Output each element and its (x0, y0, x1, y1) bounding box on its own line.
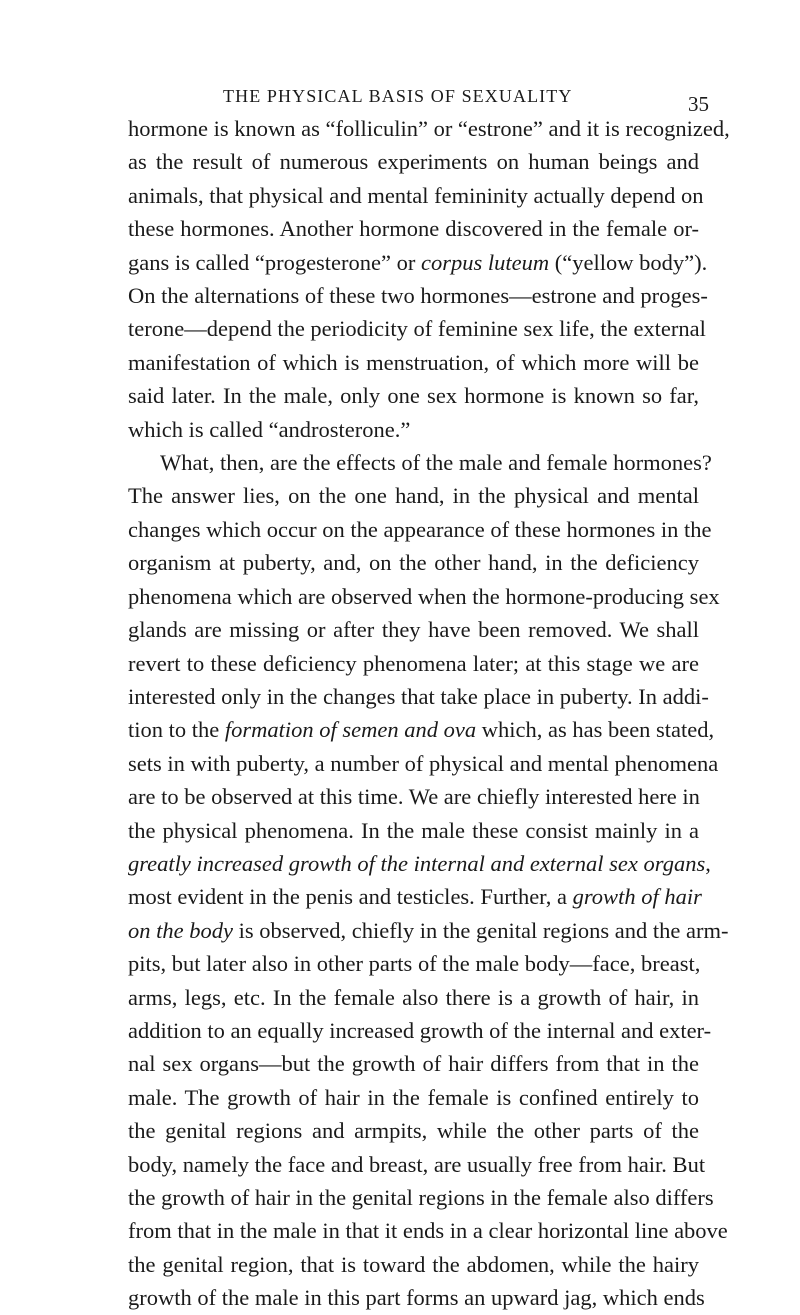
text-run: glands are missing or after they have been removed. We shall (128, 617, 699, 643)
text-run: the growth of hair in the genital regions in the female also differs (128, 1185, 714, 1210)
text-line (128, 647, 699, 680)
text-run: the physical phenomena. In the male these consist mainly in a (128, 817, 699, 843)
text-line (128, 580, 720, 613)
text-run: phenomena which are observed when the hormone-producing sex (128, 583, 720, 609)
text-line (128, 1081, 699, 1114)
text-line (128, 1014, 712, 1047)
page-number: 35 (688, 92, 709, 116)
text-line (128, 947, 699, 980)
body-text (128, 112, 730, 1315)
text-run: most evident in the penis and testicles. Further, a (128, 884, 573, 910)
text-line (128, 880, 702, 913)
text-run: body, namely the face and breast, are usually free from hair. But (128, 1151, 706, 1177)
text-line (128, 1248, 699, 1281)
text-line (128, 279, 708, 312)
text-line (128, 413, 699, 446)
text-run: The answer lies, on the one hand, in the physical and mental (128, 483, 699, 509)
text-line (128, 145, 699, 178)
text-line (128, 780, 699, 813)
running-title: THE PHYSICAL BASIS OF SEXUALITY (223, 86, 573, 106)
text-line (128, 981, 699, 1014)
text-line (128, 513, 712, 546)
text-run: growth of the male in this part forms an upward jag, which ends (128, 1285, 705, 1311)
text-run: arms, legs, etc. In the female also there is a growth of hair, in (128, 984, 699, 1010)
text-run: hormone is known as “folliculin” or “estrone” and it is recognized, (128, 116, 730, 141)
text-line (128, 546, 699, 579)
text-line (128, 1047, 699, 1080)
text-line (128, 747, 719, 780)
paragraph (128, 446, 729, 1315)
text-run: tion to the (128, 717, 225, 743)
text-run: which is called “androsterone.” (128, 416, 411, 442)
text-line (128, 379, 699, 412)
text-line (128, 847, 711, 880)
text-run: these hormones. Another hormone discovered in the female or- (128, 216, 699, 242)
text-run: manifestation of which is menstruation, of which more will be (128, 349, 699, 375)
paragraph (128, 112, 730, 446)
text-run: the genital region, that is toward the abdomen, while the hairy (128, 1251, 699, 1277)
text-run: addition to an equally increased growth of the internal and exter- (128, 1017, 712, 1043)
text-run: pits, but later also in other parts of the male body—face, breast, (128, 951, 701, 977)
italic-text: growth of hair (572, 884, 702, 910)
text-run: terone—depend the periodicity of feminine sex life, the external (128, 316, 706, 342)
text-line (128, 713, 715, 746)
text-run: gans is called “progesterone” or (128, 249, 422, 275)
text-run: On the alternations of these two hormones—estrone and proges- (128, 283, 708, 309)
text-run: , (705, 850, 711, 876)
text-run: which, as has been stated, (476, 717, 715, 743)
text-run: animals, that physical and mental femininity actually depend on (128, 182, 704, 208)
text-run: as the result of numerous experiments on human beings and (128, 149, 699, 175)
text-line (128, 1114, 699, 1147)
text-run: organism at puberty, and, on the other hand, in the deficiency (128, 550, 699, 576)
text-line (128, 1214, 728, 1247)
italic-text: corpus luteum (421, 249, 550, 275)
text-line (128, 312, 706, 345)
text-run: is observed, chiefly in the genital regions and the arm- (232, 917, 729, 943)
text-line (128, 179, 704, 212)
text-run: nal sex organs—but the growth of hair differs from that in the (128, 1051, 699, 1077)
italic-text: greatly increased growth of the internal and external sex organs (128, 850, 706, 876)
text-line (128, 1148, 706, 1181)
text-line (128, 613, 699, 646)
text-line (128, 1281, 705, 1314)
text-line (128, 914, 729, 947)
text-run: revert to these deficiency phenomena later; at this stage we are (128, 650, 699, 676)
text-run: (“yellow body”). (549, 249, 708, 275)
text-run: from that in the male in that it ends in a clear horizontal line above (128, 1218, 728, 1244)
text-run: said later. In the male, only one sex hormone is known so far, (128, 383, 699, 409)
text-line (128, 212, 699, 245)
text-run: changes which occur on the appearance of these hormones in the (128, 516, 712, 542)
text-run: male. The growth of hair in the female is confined entirely to (128, 1084, 699, 1110)
italic-text: on the body (128, 917, 233, 943)
text-run: What, then, are the effects of the male and female hormones? (160, 450, 712, 476)
text-line (128, 680, 709, 713)
italic-text: formation of semen and ova (224, 717, 477, 743)
text-line (128, 814, 699, 847)
text-run: the genital regions and armpits, while the other parts of the (128, 1118, 699, 1144)
text-line (128, 112, 730, 145)
text-line (128, 246, 708, 279)
text-run: are to be observed at this time. We are chiefly interested here in (128, 784, 700, 810)
text-run: interested only in the changes that take place in puberty. In addi- (128, 683, 709, 709)
text-line (128, 346, 699, 379)
text-line (128, 1181, 714, 1214)
text-run: sets in with puberty, a number of physical and mental phenomena (128, 750, 719, 776)
text-line (128, 446, 712, 479)
text-line (128, 479, 699, 512)
